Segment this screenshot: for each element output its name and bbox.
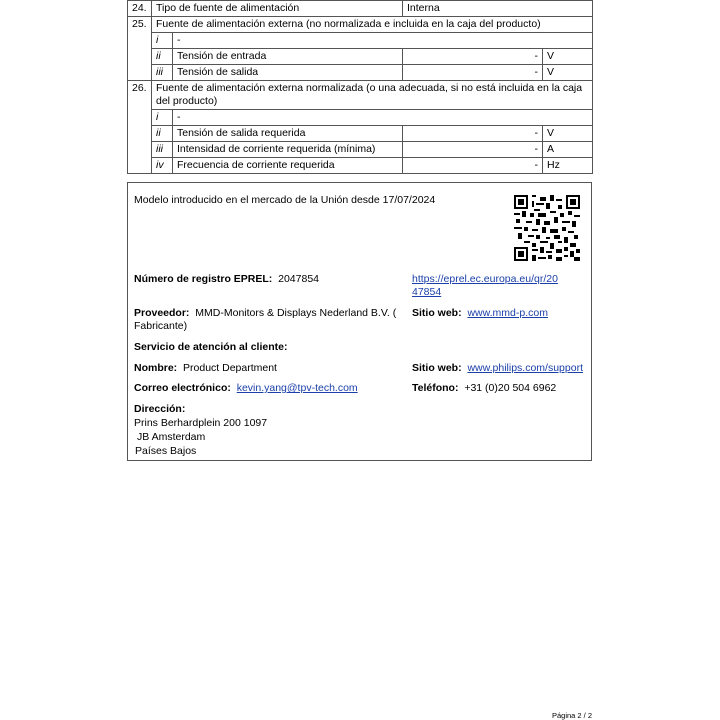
- address-line-1: Prins Berhardplein 200 1097: [134, 417, 268, 429]
- email-label: Correo electrónico:: [134, 382, 231, 394]
- sub-index: i: [152, 33, 173, 49]
- supplier-row: [134, 307, 404, 333]
- intro-text: Modelo introducido en el mercado de la Unión desde 17/07/2024: [134, 194, 436, 206]
- address-label: Dirección:: [134, 403, 186, 415]
- website-row: [412, 307, 548, 320]
- row-value: Interna: [403, 1, 593, 17]
- eprel-value: 2047854: [278, 273, 320, 285]
- sub-index: iii: [152, 142, 173, 158]
- name-label: Nombre:: [134, 362, 178, 374]
- supplier-value-1: MMD-Monitors & Displays Nederland B.V. (: [195, 307, 397, 319]
- sub-index: i: [152, 110, 173, 126]
- supplier-label: Proveedor:: [134, 307, 190, 319]
- support-website-link[interactable]: www.philips.com/support: [467, 362, 583, 374]
- row-label: Tipo de fuente de alimentación: [152, 1, 403, 17]
- sub-value: -: [403, 158, 543, 174]
- address-line-3: Países Bajos: [135, 445, 197, 457]
- sub-label: Frecuencia de corriente requerida: [173, 158, 403, 174]
- row-label: Fuente de alimentación externa (no normalizada e incluida en la caja del producto): [152, 17, 593, 33]
- website-label: Sitio web:: [412, 307, 462, 319]
- eprel-link[interactable]: [412, 273, 558, 299]
- sub-label: Tensión de salida: [173, 65, 403, 81]
- table-row: [128, 33, 593, 49]
- row-number: 26.: [128, 81, 152, 174]
- sub-index: iii: [152, 65, 173, 81]
- table-row: [128, 17, 593, 33]
- email-row: [134, 382, 358, 395]
- table-row: [128, 110, 593, 126]
- support-website-label: Sitio web:: [412, 362, 462, 374]
- address-line-2: JB Amsterdam: [137, 431, 206, 443]
- spec-table: [127, 0, 593, 174]
- sub-value: -: [403, 49, 543, 65]
- sub-value: -: [403, 65, 543, 81]
- table-row: [128, 142, 593, 158]
- eprel-row: [134, 273, 319, 286]
- sub-value: -: [403, 142, 543, 158]
- name-value: Product Department: [183, 362, 277, 374]
- sub-unit: V: [543, 65, 593, 81]
- sub-index: ii: [152, 49, 173, 65]
- sub-value: -: [403, 126, 543, 142]
- sub-index: ii: [152, 126, 173, 142]
- phone-value: +31 (0)20 504 6962: [464, 382, 557, 394]
- sub-label: -: [173, 33, 593, 49]
- eprel-link-line1[interactable]: https://eprel.ec.europa.eu/qr/20: [412, 273, 558, 285]
- eprel-label: Número de registro EPREL:: [134, 273, 273, 285]
- website-link[interactable]: www.mmd-p.com: [467, 307, 548, 319]
- email-link[interactable]: kevin.yang@tpv-tech.com: [236, 382, 358, 394]
- row-label: Fuente de alimentación externa normalizada (o una adecuada, si no está incluida en la caja del producto): [152, 81, 593, 110]
- phone-row: [412, 382, 556, 395]
- sub-label: -: [173, 110, 593, 126]
- customer-service-heading: Servicio de atención al cliente:: [134, 341, 288, 353]
- table-row: [128, 49, 593, 65]
- supplier-value-2: Fabricante): [134, 320, 188, 332]
- table-row: [128, 81, 593, 110]
- page-number: Página 2 / 2: [551, 711, 592, 720]
- sub-label: Tensión de salida requerida: [173, 126, 403, 142]
- info-box: [127, 182, 592, 461]
- sub-index: iv: [152, 158, 173, 174]
- sub-label: Tensión de entrada: [173, 49, 403, 65]
- row-number: 25.: [128, 17, 152, 81]
- qr-code-icon: [514, 195, 580, 261]
- sub-unit: V: [543, 126, 593, 142]
- sub-unit: V: [543, 49, 593, 65]
- table-row: [128, 65, 593, 81]
- table-row: [128, 158, 593, 174]
- row-number: 24.: [128, 1, 152, 17]
- support-website-row: [412, 362, 583, 375]
- phone-label: Teléfono:: [412, 382, 459, 394]
- table-row: [128, 1, 593, 17]
- sub-unit: A: [543, 142, 593, 158]
- table-row: [128, 126, 593, 142]
- name-row: [134, 362, 277, 375]
- sub-label: Intensidad de corriente requerida (mínima): [173, 142, 403, 158]
- sub-unit: Hz: [543, 158, 593, 174]
- eprel-link-line2[interactable]: 47854: [412, 286, 442, 298]
